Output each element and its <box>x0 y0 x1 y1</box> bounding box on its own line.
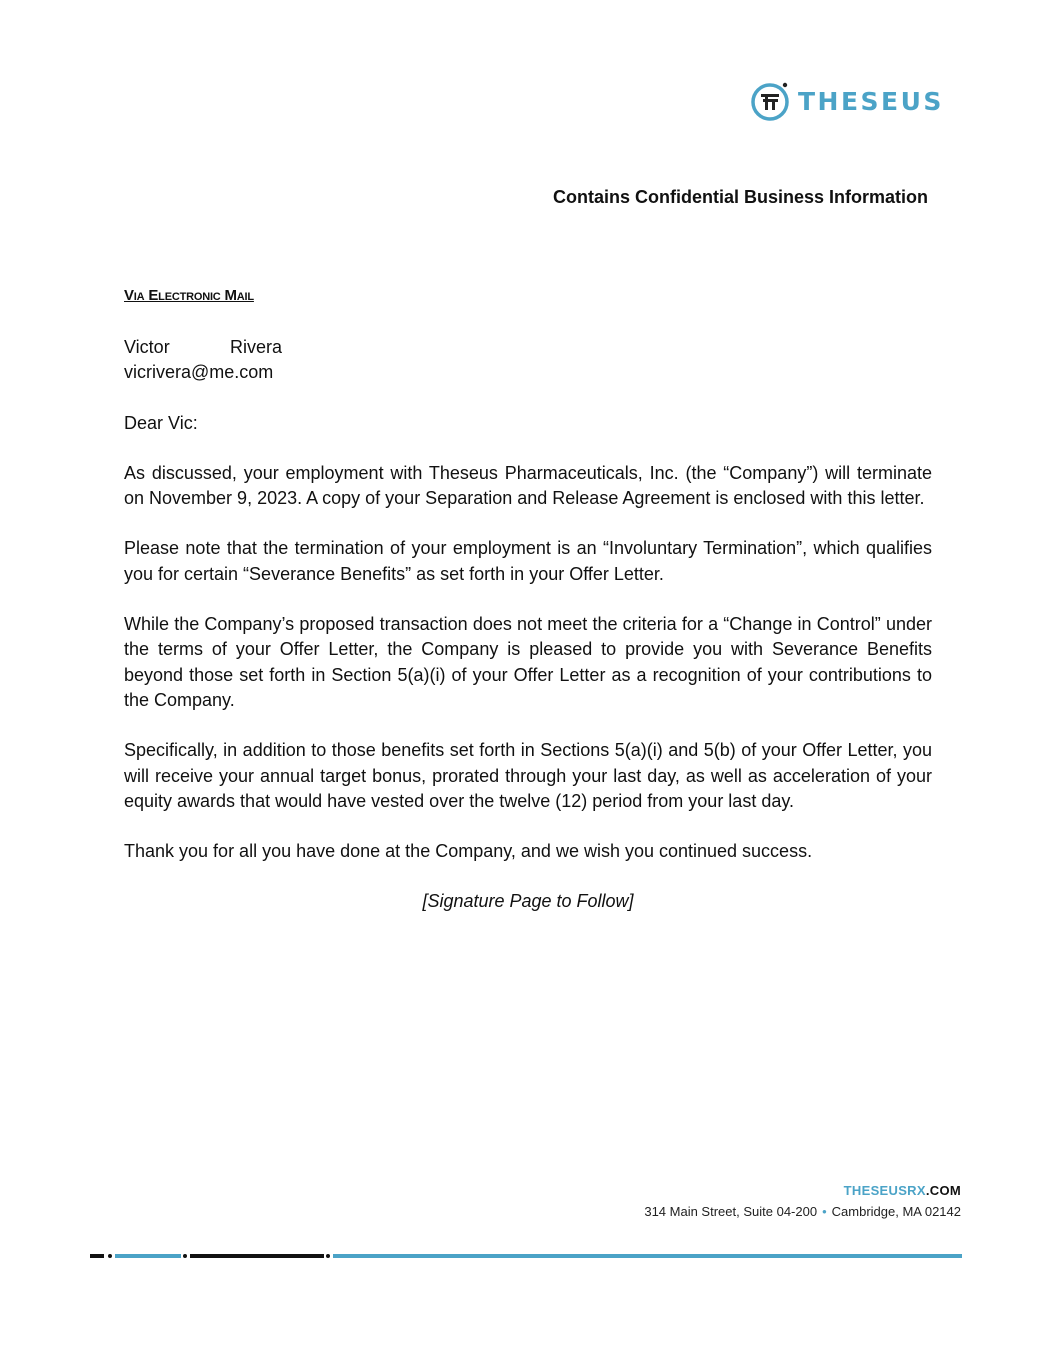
theseus-logo-icon <box>750 81 790 121</box>
letterhead-footer <box>644 1183 961 1219</box>
website-name: THESEUSRX <box>843 1183 926 1198</box>
logo-wordmark: THESEUS <box>798 86 944 116</box>
signature-note: [Signature Page to Follow] <box>422 891 634 912</box>
city-address: Cambridge, MA 02142 <box>831 1204 961 1219</box>
recipient-email: vicrivera@me.com <box>124 362 274 383</box>
paragraph-change-in-control: While the Company’s proposed transaction does not meet the criteria for a “Change in Control” under the terms of your Offer Letter, the Company is pleased to provide you with Severance Benefits beyond those set forth in Section 5(a)(i) of your Offer Letter as a recognition of your contributions to the Company. <box>124 614 932 710</box>
street-address: 314 Main Street, Suite 04-200 <box>644 1204 818 1219</box>
company-logo <box>750 80 944 122</box>
paragraph-thanks: Thank you for all you have done at the Company, and we wish you continued success. <box>124 841 813 862</box>
paragraph-termination: As discussed, your employment with Theseus Pharmaceuticals, Inc. (the “Company”) will terminate on November 9, 2023. A copy of your Separation and Release Agreement is enclosed with this letter. <box>124 462 932 509</box>
paragraph-benefits: Specifically, in addition to those benefits set forth in Sections 5(a)(i) and 5(b) of your Offer Letter, you will receive your annual target bonus, prorated through your last day, as well as acceleration of your equity awards that would have vested over the twelve (12) period from your last day. <box>124 740 932 811</box>
recipient-block <box>124 335 282 386</box>
website <box>644 1183 961 1198</box>
confidential-notice: Contains Confidential Business Information <box>552 187 928 207</box>
recipient-last-name: Rivera <box>229 337 282 357</box>
recipient-first-name: Victor <box>124 337 170 357</box>
separator-dot-icon: • <box>822 1204 827 1219</box>
footer-rule <box>0 1250 1055 1262</box>
delivery-method: Via Electronic Mail <box>124 287 254 304</box>
salutation: Dear Vic: <box>124 412 198 433</box>
recipient-name <box>124 335 282 360</box>
website-tld: .COM <box>925 1183 961 1198</box>
company-address <box>644 1204 961 1219</box>
letter-body <box>124 283 932 915</box>
paragraph-involuntary: Please note that the termination of your employment is an “Involuntary Termination”, which qualifies you for certain “Severance Benefits” as set forth in your Offer Letter. <box>124 538 932 584</box>
